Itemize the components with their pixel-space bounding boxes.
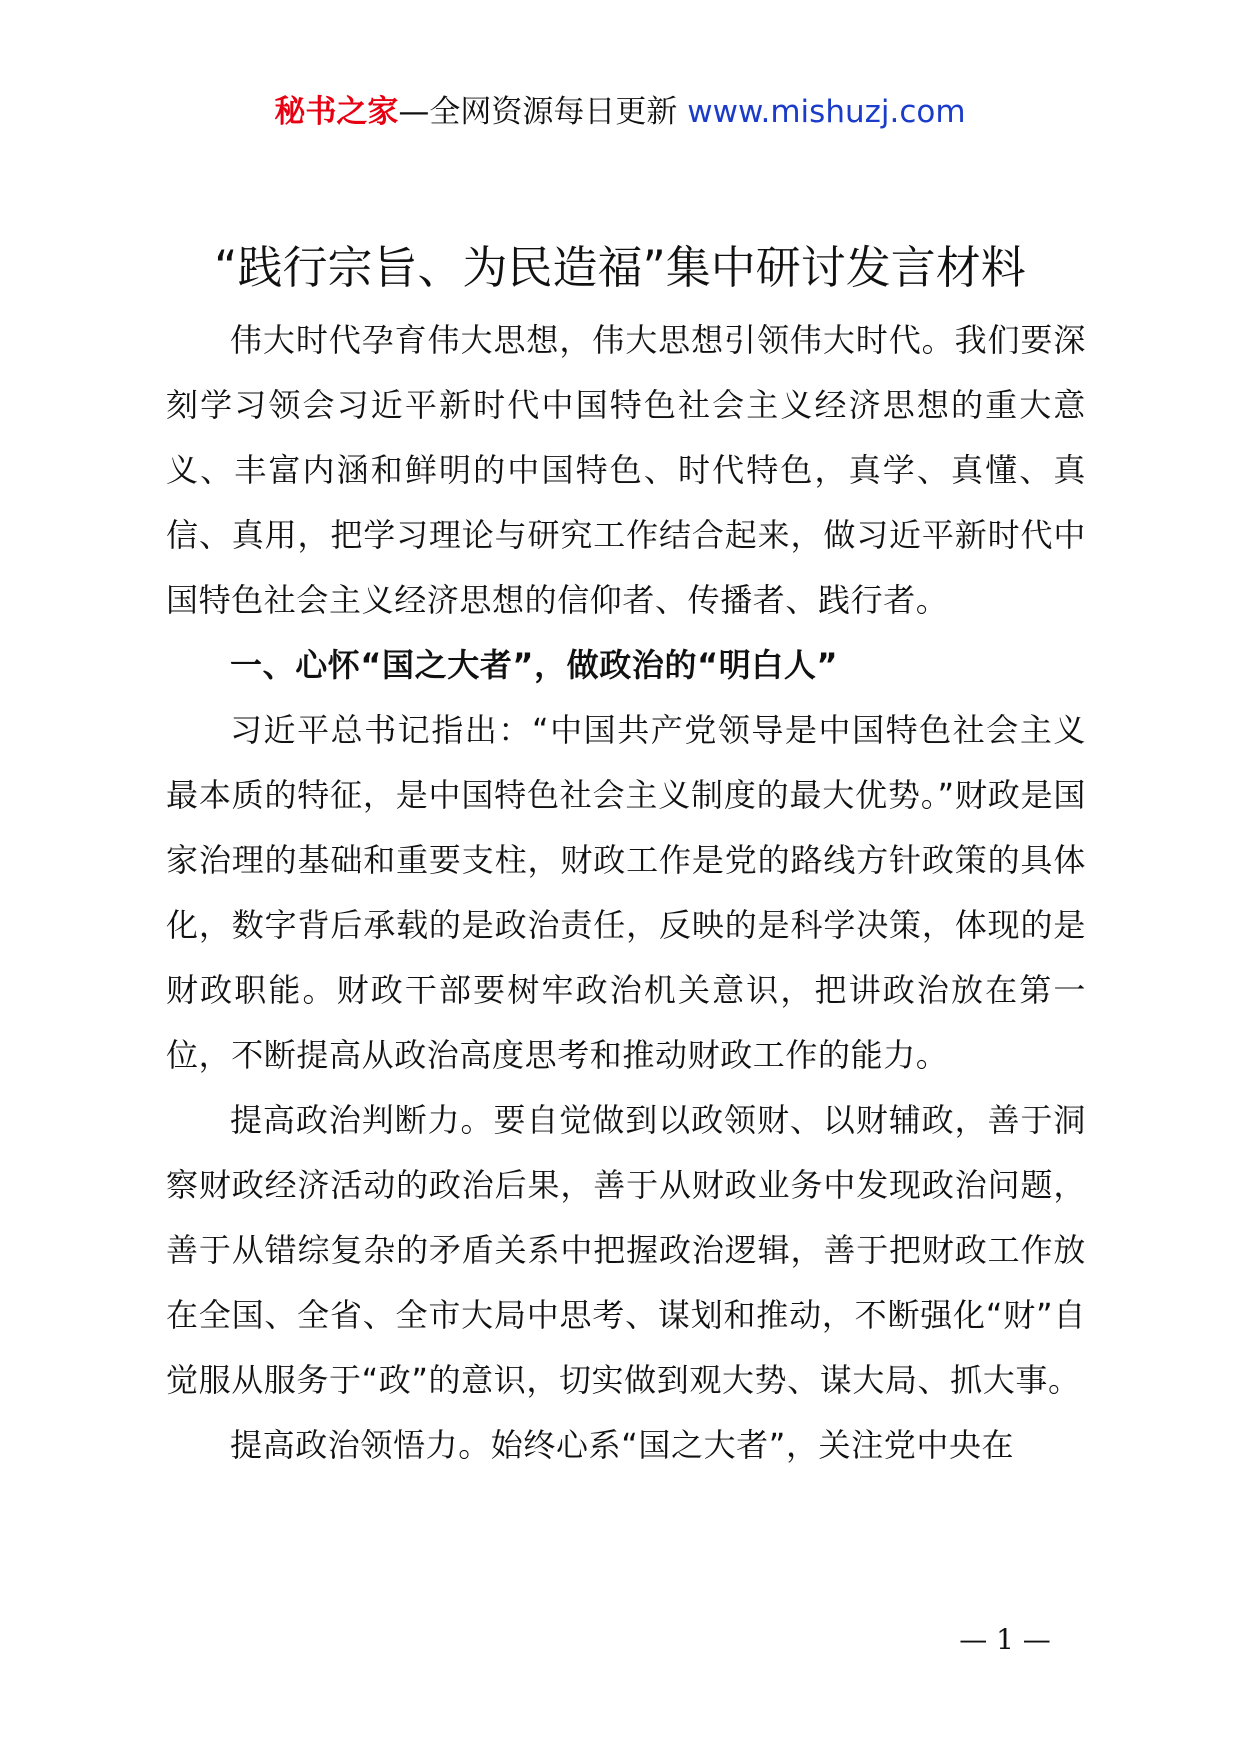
header-tagline: —全网资源每日更新 [398, 94, 688, 130]
paragraph-political-comprehension: 提高政治领悟力。始终心系“国之大者”，关注党中央在 [230, 1426, 1015, 1464]
site-header [0, 92, 1240, 132]
section-heading-1: 一、心怀“国之大者”，做政治的“明白人” [230, 646, 839, 684]
paragraph-political-judgment: 提高政治判断力。要自觉做到以政领财、以财辅政，善于洞察财政经济活动的政治后果，善于从财政业务中发现政治问题，善于从错综复杂的矛盾关系中把握政治逻辑，善于把财政工作放在全国、全省、全市大局中思考、谋划和推动，不断强化“财”自觉服从服务于“政”的意识，切实做到观大势、谋大局、抓大事。 [166, 1101, 1086, 1399]
page-number: — 1 — [959, 1623, 1051, 1656]
site-url-link[interactable]: www.mishuzj.com [687, 94, 966, 130]
paragraph-intro: 伟大时代孕育伟大思想，伟大思想引领伟大时代。我们要深刻学习领会习近平新时代中国特色社会主义经济思想的重大意义、丰富内涵和鲜明的中国特色、时代特色，真学、真懂、真信、真用，把学习理论与研究工作结合起来，做习近平新时代中国特色社会主义经济思想的信仰者、传播者、践行者。 [166, 321, 1086, 619]
paragraph-quote: 习近平总书记指出：“中国共产党领导是中国特色社会主义最本质的特征，是中国特色社会主义制度的最大优势。”财政是国家治理的基础和重要支柱，财政工作是党的路线方针政策的具体化，数字背后承载的是政治责任，反映的是科学决策，体现的是财政职能。财政干部要树牢政治机关意识，把讲政治放在第一位，不断提高从政治高度思考和推动财政工作的能力。 [166, 711, 1086, 1074]
brand-name: 秘书之家 [274, 94, 399, 130]
document-title: “践行宗旨、为民造福”集中研讨发言材料 [214, 241, 1026, 294]
document-body [166, 308, 1086, 1478]
